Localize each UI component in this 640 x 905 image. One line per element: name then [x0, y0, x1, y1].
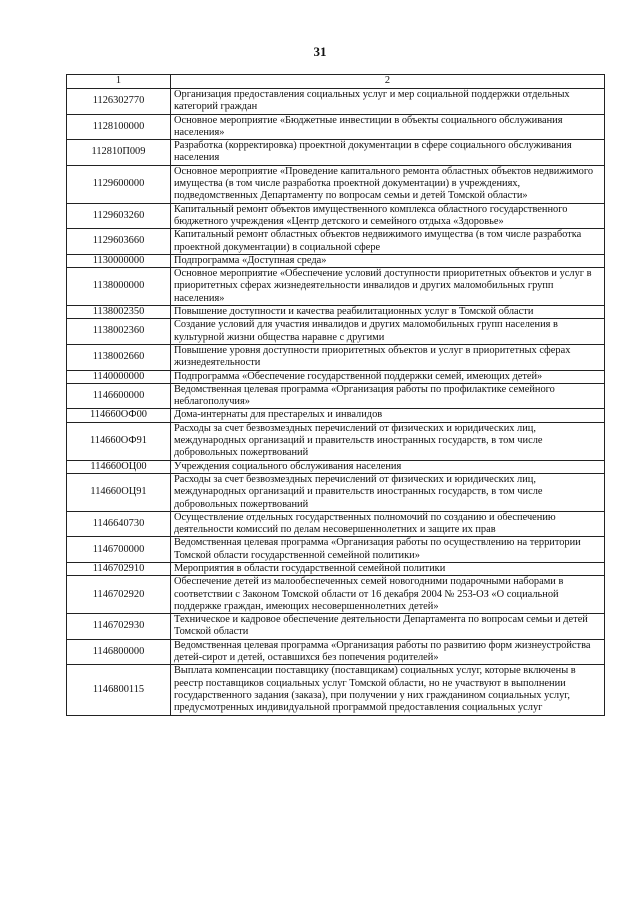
row-description: Учреждения социального обслуживания населения — [171, 460, 605, 473]
row-code: 112810П009 — [67, 140, 171, 166]
row-code: 1146800115 — [67, 665, 171, 715]
table-row — [67, 409, 605, 422]
table-row — [67, 665, 605, 715]
table-row — [67, 306, 605, 319]
table-row — [67, 114, 605, 140]
table-row — [67, 203, 605, 229]
row-code: 1146702930 — [67, 614, 171, 640]
row-description: Повышение уровня доступности приоритетных объектов и услуг в приоритетных сферах жизнедеятельности — [171, 344, 605, 370]
row-code: 114660ОФ00 — [67, 409, 171, 422]
row-description: Ведомственная целевая программа «Организация работы по профилактике семейного неблагополучия» — [171, 383, 605, 409]
row-code: 114660ОФ91 — [67, 422, 171, 460]
table-row — [67, 140, 605, 166]
table-row — [67, 460, 605, 473]
table-row — [67, 89, 605, 115]
row-description: Расходы за счет безвозмездных перечислений от физических и юридических лиц, международных организаций и правительств иностранных государств, в том числе добровольных пожертвований — [171, 422, 605, 460]
row-code: 114660ОЦ91 — [67, 473, 171, 511]
table-row — [67, 639, 605, 665]
row-code: 1146702920 — [67, 576, 171, 614]
row-code: 1129603660 — [67, 229, 171, 255]
table-row — [67, 229, 605, 255]
row-description: Дома-интернаты для престарелых и инвалидов — [171, 409, 605, 422]
table-row — [67, 319, 605, 345]
row-description: Техническое и кадровое обеспечение деятельности Департамента по вопросам семьи и детей Томской области — [171, 614, 605, 640]
row-description: Ведомственная целевая программа «Организация работы по развитию форм жизнеустройства детей-сирот и детей, оставшихся без попечения родителей» — [171, 639, 605, 665]
row-description: Создание условий для участия инвалидов и других маломобильных групп населения в культурной жизни общества наравне с другими — [171, 319, 605, 345]
row-code: 1140000000 — [67, 370, 171, 383]
row-code: 1146700000 — [67, 537, 171, 563]
table-header-row — [67, 75, 605, 89]
row-code: 1126302770 — [67, 89, 171, 115]
row-code: 1129603260 — [67, 203, 171, 229]
row-description: Основное мероприятие «Обеспечение условий доступности приоритетных объектов и услуг в приоритетных сферах жизнедеятельности инвалидов и других маломобильных групп населения» — [171, 268, 605, 306]
row-description: Капитальный ремонт областных объектов недвижимого имущества (в том числе разработка проектной документации) в социальной сфере — [171, 229, 605, 255]
row-code: 1146800000 — [67, 639, 171, 665]
table-row — [67, 254, 605, 267]
row-description: Обеспечение детей из малообеспеченных семей новогодними подарочными наборами в соответствии с Законом Томской области от 16 декабря 2004 № 253-ОЗ «О социальной поддержке граждан, имеющих несовершеннолетних детей» — [171, 576, 605, 614]
row-description: Расходы за счет безвозмездных перечислений от физических и юридических лиц, международных организаций и правительств иностранных государств, в том числе добровольных пожертвований — [171, 473, 605, 511]
row-code: 1138002660 — [67, 344, 171, 370]
row-code: 1146702910 — [67, 562, 171, 575]
table-row — [67, 422, 605, 460]
row-description: Основное мероприятие «Бюджетные инвестиции в объекты социального обслуживания населения» — [171, 114, 605, 140]
row-code: 1130000000 — [67, 254, 171, 267]
table-row — [67, 562, 605, 575]
row-description: Подпрограмма «Доступная среда» — [171, 254, 605, 267]
row-code: 1146640730 — [67, 511, 171, 537]
table-row — [67, 537, 605, 563]
table-row — [67, 473, 605, 511]
budget-codes-table — [66, 74, 605, 716]
row-description: Капитальный ремонт объектов имущественного комплекса областного государственного бюджетного учреждения «Центр детского и семейного отдыха «Здоровье» — [171, 203, 605, 229]
row-code: 114660ОЦ00 — [67, 460, 171, 473]
table-row — [67, 344, 605, 370]
table-row — [67, 511, 605, 537]
row-description: Разработка (корректировка) проектной документации в сфере социального обслуживания населения — [171, 140, 605, 166]
row-description: Организация предоставления социальных услуг и мер социальной поддержки отдельных категорий граждан — [171, 89, 605, 115]
table-row — [67, 165, 605, 203]
row-code: 1128100000 — [67, 114, 171, 140]
row-description: Выплата компенсации поставщику (поставщикам) социальных услуг, которые включены в реестр поставщиков социальных услуг Томской области, но не участвуют в выполнении государственного задания (заказа), при получении у них гражданином социальных услуг, предусмотренных индивидуальной программой предоставления социальных услуг — [171, 665, 605, 715]
column-header-code: 1 — [67, 75, 171, 89]
row-code: 1138002360 — [67, 319, 171, 345]
row-code: 1138002350 — [67, 306, 171, 319]
row-description: Ведомственная целевая программа «Организация работы по осуществлению на территории Томской области государственной семейной политики» — [171, 537, 605, 563]
row-description: Основное мероприятие «Проведение капитального ремонта областных объектов недвижимого имущества (в том числе разработка проектной документации) в учреждениях, подведомственных Департаменту по вопросам семьи и детей Томской области» — [171, 165, 605, 203]
page-number: 31 — [313, 44, 327, 59]
table-row — [67, 576, 605, 614]
table-row — [67, 614, 605, 640]
column-header-description: 2 — [171, 75, 605, 89]
row-description: Подпрограмма «Обеспечение государственной поддержки семей, имеющих детей» — [171, 370, 605, 383]
row-description: Мероприятия в области государственной семейной политики — [171, 562, 605, 575]
row-code: 1129600000 — [67, 165, 171, 203]
table-row — [67, 268, 605, 306]
row-code: 1146600000 — [67, 383, 171, 409]
row-description: Повышение доступности и качества реабилитационных услуг в Томской области — [171, 306, 605, 319]
row-description: Осуществление отдельных государственных полномочий по созданию и обеспечению деятельности комиссий по делам несовершеннолетних и защите их прав — [171, 511, 605, 537]
table-row — [67, 383, 605, 409]
table-row — [67, 370, 605, 383]
row-code: 1138000000 — [67, 268, 171, 306]
